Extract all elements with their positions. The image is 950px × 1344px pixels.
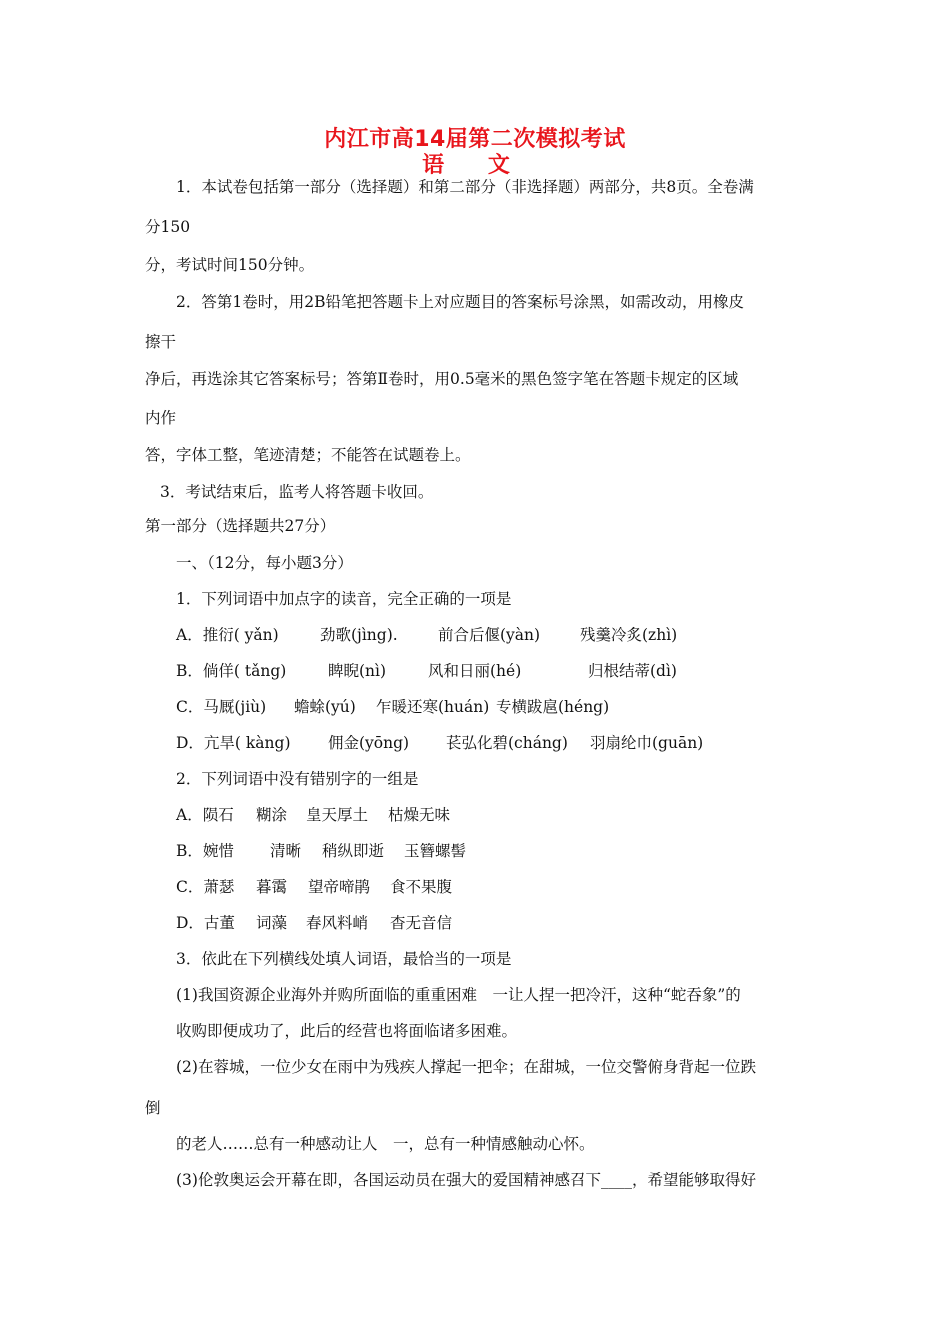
question-3-line-3: (2)在蓉城，一位少女在雨中为残疾人撑起一把伞；在甜城，一位交警俯身背起一位跌 [176, 1058, 756, 1076]
instruction-2a: 2．答第1卷时，用2B铅笔把答题卡上对应题目的答案标号涂黑，如需改动，用橡皮 [176, 293, 744, 311]
q2-option-a-item-2: 糊涂 [256, 806, 288, 824]
question-2-option-a [176, 804, 450, 826]
question-3-line-2: 收购即便成功了，此后的经营也将面临诸多困难。 [176, 1022, 518, 1040]
question-3-line-4: 倒 [145, 1099, 161, 1117]
option-d-item-2: 佣金(yōng) [328, 734, 410, 752]
option-c-item-1: C．马厩(jiù) [176, 698, 267, 716]
question-1-option-a [176, 624, 677, 646]
question-2-stem: 2．下列词语中没有错别字的一组是 [176, 770, 419, 788]
exam-title: 内江市高14届第二次模拟考试 [324, 127, 626, 152]
q2-option-a-item-3: 皇天厚土 [306, 806, 369, 824]
q2-option-d-item-1: D．古董 [176, 914, 235, 932]
q2-option-a-item-1: A．陨石 [176, 806, 234, 824]
option-b-item-1: B．倘佯( tǎng) [176, 662, 287, 680]
question-1-option-b [176, 660, 677, 682]
option-a-item-4: 残羹冷炙(zhì) [580, 626, 678, 644]
q2-option-a-item-4: 枯燥无味 [388, 806, 451, 824]
q2-option-b-item-1: B．婉惜 [176, 842, 234, 860]
q2-option-b-item-4: 玉簪螺髻 [404, 842, 467, 860]
q2-option-c-item-1: C．萧瑟 [176, 878, 235, 896]
instruction-1a: 1．本试卷包括第一部分（选择题）和第二部分（非选择题）两部分，共8页。全卷满 [176, 178, 754, 196]
section-heading: 一、（12分，每小题3分） [176, 554, 353, 572]
q2-option-c-item-3: 望帝啼鹃 [308, 878, 371, 896]
instruction-1c: 分，考试时间150分钟。 [145, 256, 315, 274]
subject-title: 语 文 [422, 153, 528, 178]
q2-option-b-item-2: 清晰 [270, 842, 302, 860]
question-1-option-c [176, 696, 609, 718]
question-1-stem: 1．下列词语中加点字的读音，完全正确的一项是 [176, 590, 512, 608]
option-a-item-2: 劲歌(jìng). [320, 626, 398, 644]
option-b-item-3: 风和日丽(hé) [428, 662, 522, 680]
question-3-line-5: 的老人……总有一种感动让人 一，总有一种情感触动心怀。 [176, 1135, 595, 1153]
instruction-1b: 分150 [145, 218, 191, 236]
question-2-option-d [176, 912, 452, 934]
option-b-item-2: 睥睨(nì) [328, 662, 387, 680]
q2-option-d-item-2: 词藻 [256, 914, 288, 932]
option-b-item-4: 归根结蒂(dì) [588, 662, 677, 680]
option-d-item-3: 苌弘化碧(cháng) [446, 734, 568, 752]
option-a-item-3: 前合后偃(yàn) [438, 626, 541, 644]
instruction-2d: 内作 [145, 409, 177, 427]
instruction-3: 3．考试结束后，监考人将答题卡收回。 [160, 483, 434, 501]
q2-option-c-item-4: 食不果腹 [390, 878, 453, 896]
part-heading: 第一部分（选择题共27分） [145, 517, 336, 535]
q2-option-d-item-3: 春风料峭 [306, 914, 369, 932]
option-c-item-4: 专横跋扈(héng) [496, 698, 610, 716]
option-d-item-4: 羽扇纶巾(guān) [590, 734, 704, 752]
question-3-line-6: (3)伦敦奥运会开幕在即，各国运动员在强大的爱国精神感召下____，希望能够取得好 [176, 1171, 756, 1189]
question-1-option-d [176, 732, 703, 754]
q2-option-c-item-2: 暮霭 [256, 878, 288, 896]
question-2-option-b [176, 840, 466, 862]
q2-option-b-item-3: 稍纵即逝 [322, 842, 385, 860]
q2-option-d-item-4: 杳无音信 [390, 914, 453, 932]
option-c-item-2: 蟾蜍(yú) [294, 698, 356, 716]
option-d-item-1: D．亢旱( kàng) [176, 734, 291, 752]
question-3-stem: 3．依此在下列横线处填人词语，最恰当的一项是 [176, 950, 512, 968]
option-a-item-1: A．推衍( yǎn) [176, 626, 279, 644]
question-2-option-c [176, 876, 452, 898]
option-c-item-3: 乍暖还寒(huán) [376, 698, 490, 716]
instruction-2e: 答，字体工整，笔迹清楚；不能答在试题卷上。 [145, 446, 471, 464]
instruction-2b: 擦干 [145, 333, 177, 351]
instruction-2c: 净后，再选涂其它答案标号；答第Ⅱ卷时，用0.5毫米的黑色签字笔在答题卡规定的区域 [145, 370, 739, 388]
question-3-line-1: (1)我国资源企业海外并购所面临的重重困难 一让人捏一把冷汗，这种“蛇吞象”的 [176, 986, 741, 1004]
